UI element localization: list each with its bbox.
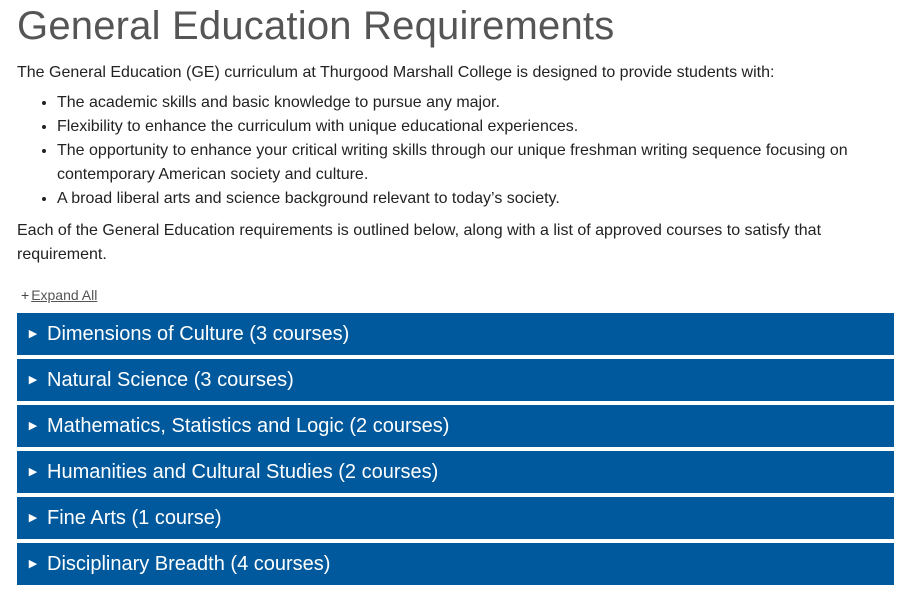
accordion-item-natural-science[interactable] (17, 359, 894, 401)
page-title: General Education Requirements (17, 4, 615, 48)
triangle-right-icon: ▶ (28, 466, 38, 478)
accordion-item-mathematics-statistics-logic[interactable] (17, 405, 894, 447)
accordion-item-label: Mathematics, Statistics and Logic (2 courses) (47, 415, 450, 437)
accordion-item-fine-arts[interactable] (17, 497, 894, 539)
accordion-item-label: Natural Science (3 courses) (47, 369, 294, 391)
triangle-right-icon: ▶ (28, 328, 38, 340)
accordion-item-label: Humanities and Cultural Studies (2 courses) (47, 461, 439, 483)
triangle-right-icon: ▶ (28, 512, 38, 524)
accordion-item-humanities-cultural-studies[interactable] (17, 451, 894, 493)
triangle-right-icon: ▶ (28, 374, 38, 386)
accordion-item-label: Dimensions of Culture (3 courses) (47, 323, 350, 345)
plus-icon: + (21, 287, 30, 303)
outline-text: Each of the General Education requirements is outlined below, along with a list of approved courses to satisfy that requirement. (17, 222, 822, 263)
list-item: • The opportunity to enhance your critical writing skills through our unique freshman writing sequence focusing on contemporary American society and culture. (57, 139, 894, 187)
benefits-list (17, 91, 894, 211)
requirements-accordion (17, 313, 894, 585)
list-item: • The academic skills and basic knowledge to pursue any major. (57, 91, 894, 115)
accordion-item-label: Fine Arts (1 course) (47, 507, 222, 529)
expand-all-control[interactable] (17, 285, 894, 305)
intro-text: The General Education (GE) curriculum at Thurgood Marshall College is designed to provide students with: (17, 64, 775, 81)
triangle-right-icon: ▶ (28, 558, 38, 570)
list-item: • Flexibility to enhance the curriculum with unique educational experiences. (57, 115, 894, 139)
triangle-right-icon: ▶ (28, 420, 38, 432)
expand-all-link[interactable]: Expand All (31, 287, 98, 303)
page-content (17, 0, 894, 589)
accordion-item-disciplinary-breadth[interactable] (17, 543, 894, 585)
accordion-item-dimensions-of-culture[interactable] (17, 313, 894, 355)
accordion-item-label: Disciplinary Breadth (4 courses) (47, 553, 331, 575)
list-item: • A broad liberal arts and science background relevant to today’s society. (57, 187, 894, 211)
